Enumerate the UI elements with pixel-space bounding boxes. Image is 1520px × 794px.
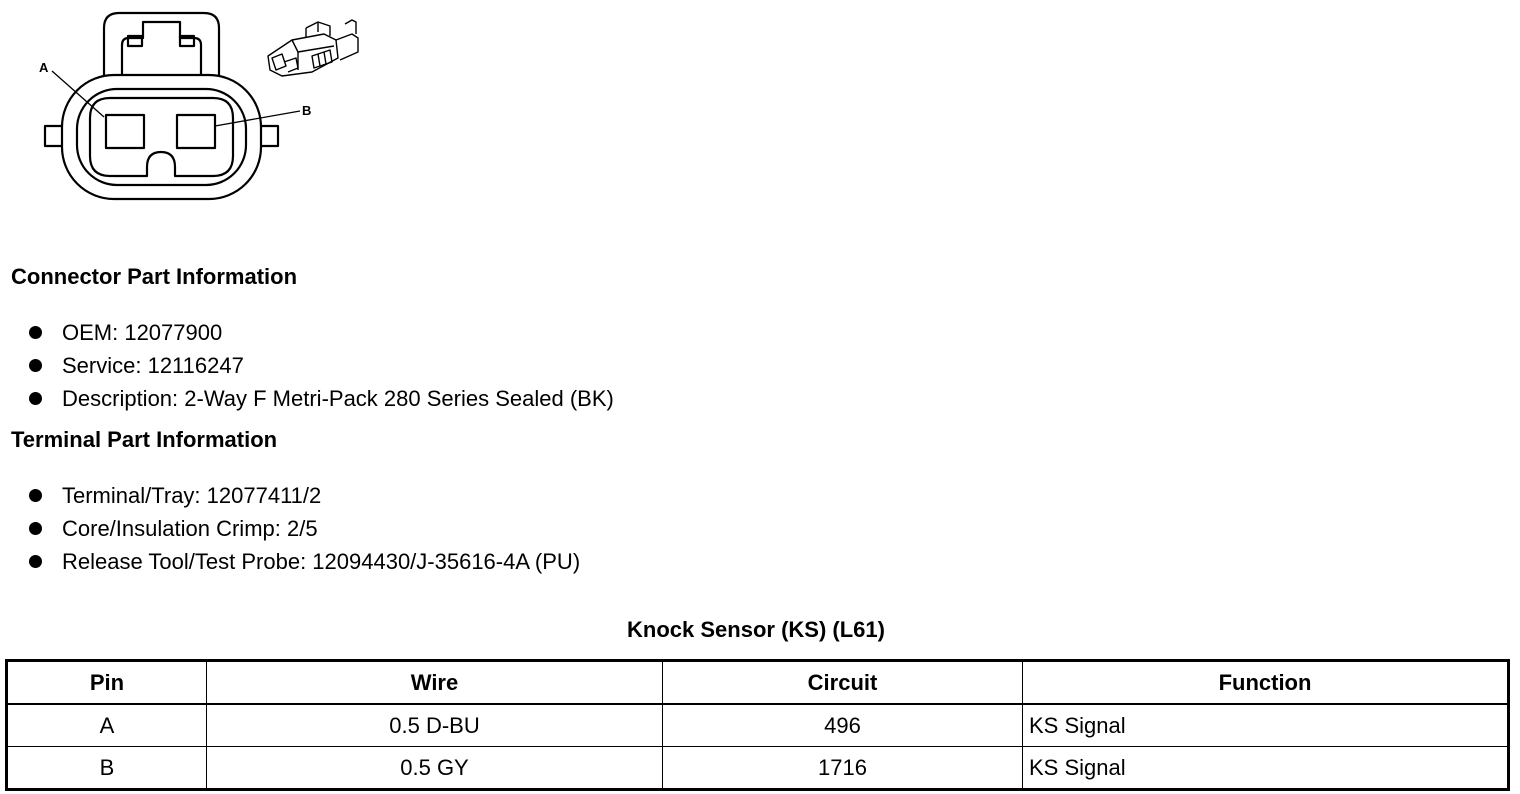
connector-info-oem-text: OEM: 12077900 bbox=[62, 320, 223, 345]
bullet-icon bbox=[29, 392, 42, 405]
connector-info-description-text: Description: 2-Way F Metri-Pack 280 Series Sealed (BK) bbox=[62, 386, 614, 411]
table-row bbox=[7, 704, 1509, 747]
connector-info-oem bbox=[29, 316, 614, 349]
cell-wire: 0.5 GY bbox=[207, 747, 663, 790]
terminal-info-crimp-text: Core/Insulation Crimp: 2/5 bbox=[62, 516, 318, 541]
cell-pin: B bbox=[7, 747, 207, 790]
terminal-info-tray bbox=[29, 479, 580, 512]
cell-circuit: 496 bbox=[663, 704, 1023, 747]
table-header-row bbox=[7, 661, 1509, 705]
connector-info-service bbox=[29, 349, 614, 382]
cell-function: KS Signal bbox=[1023, 747, 1509, 790]
connector-info-service-text: Service: 12116247 bbox=[62, 353, 244, 378]
connector-info-list bbox=[29, 316, 614, 415]
bullet-icon bbox=[29, 489, 42, 502]
cell-circuit: 1716 bbox=[663, 747, 1023, 790]
connector-face-diagram bbox=[0, 0, 380, 215]
connector-info-description bbox=[29, 382, 614, 415]
bullet-icon bbox=[29, 555, 42, 568]
cell-wire: 0.5 D-BU bbox=[207, 704, 663, 747]
table-title: Knock Sensor (KS) (L61) bbox=[627, 617, 885, 642]
terminal-info-release-tool-text: Release Tool/Test Probe: 12094430/J-35616-4A (PU) bbox=[62, 549, 581, 574]
connector-info-heading: Connector Part Information bbox=[11, 264, 298, 289]
column-header-function: Function bbox=[1023, 661, 1509, 705]
terminal-info-list bbox=[29, 479, 580, 578]
column-header-pin: Pin bbox=[7, 661, 207, 705]
connector-thumbnail-icon bbox=[268, 20, 358, 76]
terminal-info-heading: Terminal Part Information bbox=[11, 427, 278, 452]
bullet-icon bbox=[29, 522, 42, 535]
connector-latch-inner bbox=[122, 22, 201, 77]
pin-b-label: B bbox=[302, 103, 312, 118]
cell-pin: A bbox=[7, 704, 207, 747]
cell-function: KS Signal bbox=[1023, 704, 1509, 747]
bullet-icon bbox=[29, 326, 42, 339]
terminal-info-tray-text: Terminal/Tray: 12077411/2 bbox=[62, 483, 322, 508]
column-header-wire: Wire bbox=[207, 661, 663, 705]
pinout-table bbox=[5, 659, 1510, 791]
pin-a-label: A bbox=[39, 60, 49, 75]
column-header-circuit: Circuit bbox=[663, 661, 1023, 705]
table-row bbox=[7, 747, 1509, 790]
terminal-info-release-tool bbox=[29, 545, 580, 578]
terminal-info-crimp bbox=[29, 512, 580, 545]
connector-body-outer bbox=[62, 75, 261, 199]
bullet-icon bbox=[29, 359, 42, 372]
